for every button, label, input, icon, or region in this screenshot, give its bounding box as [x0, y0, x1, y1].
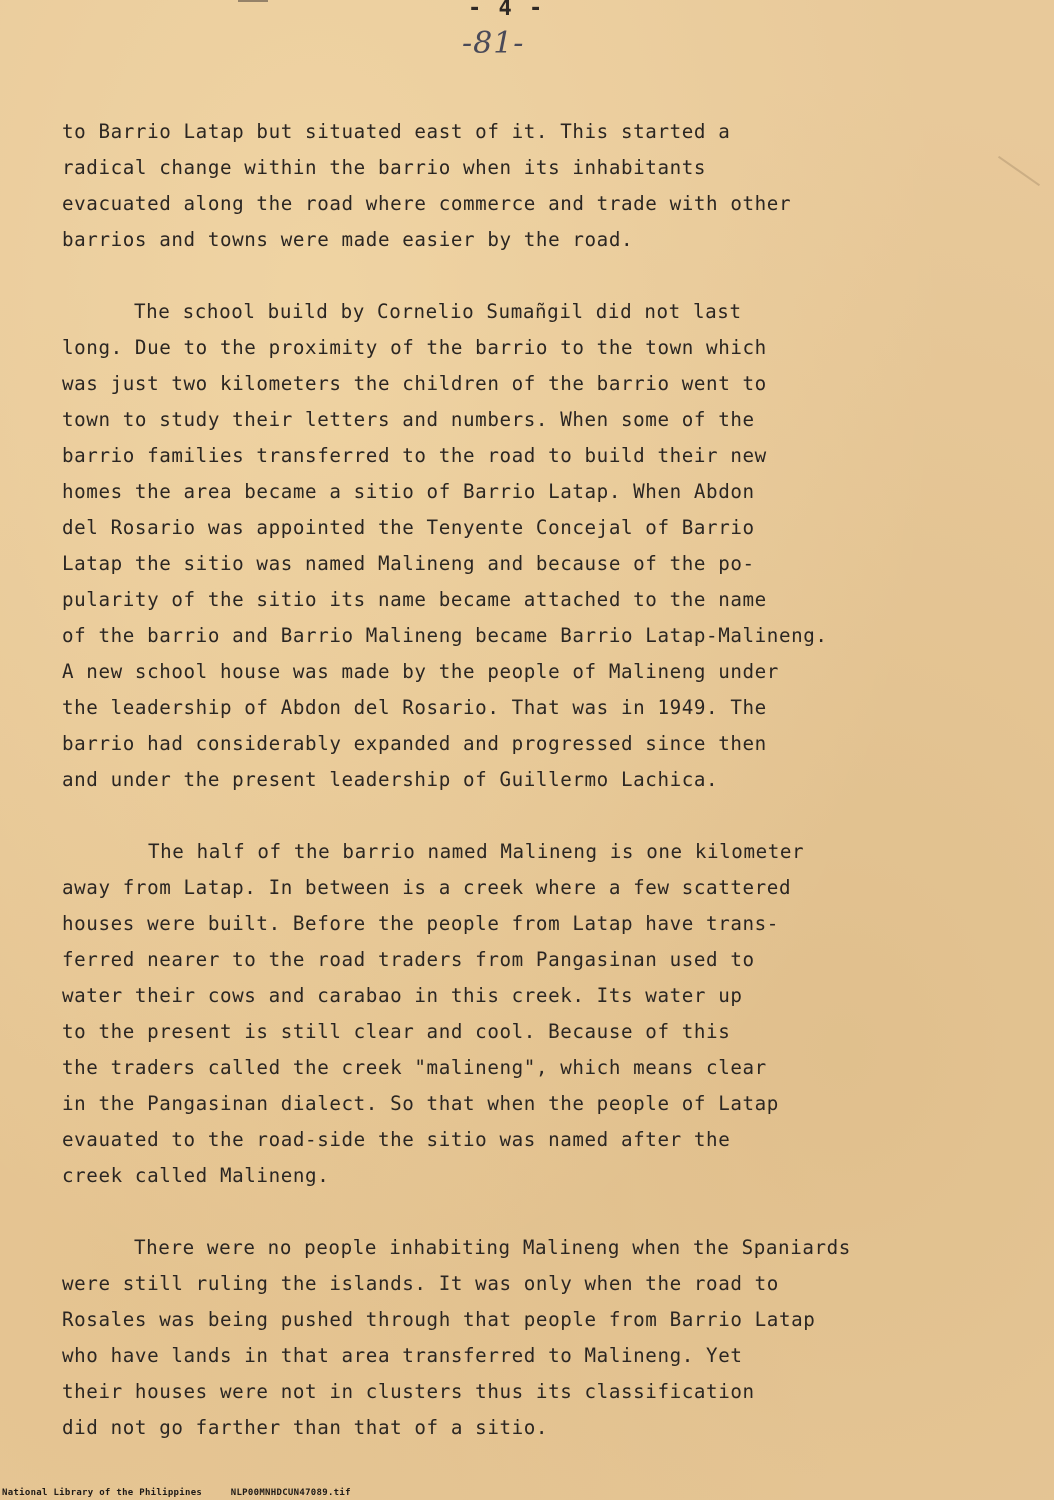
top-edge-mark: [238, 0, 268, 2]
text-line: Latap the sitio was named Malineng and because of the po-: [62, 552, 755, 575]
text-line: was just two kilometers the children of the barrio went to: [62, 372, 767, 395]
text-line: del Rosario was appointed the Tenyente Concejal of Barrio: [62, 516, 755, 539]
text-line: of the barrio and Barrio Malineng became Barrio Latap-Malineng.: [62, 624, 828, 647]
text-line: their houses were not in clusters thus its classification: [62, 1380, 755, 1403]
text-line: in the Pangasinan dialect. So that when the people of Latap: [62, 1092, 779, 1115]
text-line: the traders called the creek "malineng", which means clear: [62, 1056, 767, 1079]
text-line: were still ruling the islands. It was only when the road to: [62, 1272, 779, 1295]
text-line: to Barrio Latap but situated east of it. This started a: [62, 120, 731, 143]
text-line: The school build by Cornelio Sumañgil did not last: [134, 300, 742, 323]
paragraph-3: [62, 834, 1022, 1194]
text-line: homes the area became a sitio of Barrio Latap. When Abdon: [62, 480, 755, 503]
text-line: creek called Malineng.: [62, 1164, 330, 1187]
text-line: radical change within the barrio when its inhabitants: [62, 156, 707, 179]
text-line: long. Due to the proximity of the barrio to the town which: [62, 336, 767, 359]
text-line: and under the present leadership of Guillermo Lachica.: [62, 768, 719, 791]
paragraph-2: [62, 294, 1022, 798]
archive-footer-label: National Library of the Philippines NLP00MNHDCUN47089.tif: [2, 1488, 351, 1498]
handwritten-page-number: -81-: [462, 26, 525, 61]
text-line: away from Latap. In between is a creek where a few scattered: [62, 876, 792, 899]
text-line: the leadership of Abdon del Rosario. That was in 1949. The: [62, 696, 767, 719]
paragraph-4: [62, 1230, 1022, 1446]
text-line: did not go farther than that of a sitio.: [62, 1416, 549, 1439]
paragraph-1: [62, 114, 1022, 258]
text-line: barrio families transferred to the road to build their new: [62, 444, 767, 467]
text-line: Rosales was being pushed through that people from Barrio Latap: [62, 1308, 816, 1331]
text-line: to the present is still clear and cool. Because of this: [62, 1020, 731, 1043]
text-line: evacuated along the road where commerce and trade with other: [62, 192, 792, 215]
text-line: There were no people inhabiting Malineng when the Spaniards: [134, 1236, 851, 1259]
text-line: pularity of the sitio its name became attached to the name: [62, 588, 767, 611]
text-line: ferred nearer to the road traders from Pangasinan used to: [62, 948, 755, 971]
text-line: houses were built. Before the people from Latap have trans-: [62, 912, 779, 935]
typed-page-number: - 4 -: [468, 0, 545, 21]
text-line: A new school house was made by the people of Malineng under: [62, 660, 779, 683]
text-line: The half of the barrio named Malineng is one kilometer: [148, 840, 805, 863]
text-line: barrio had considerably expanded and progressed since then: [62, 732, 767, 755]
text-line: evauated to the road-side the sitio was named after the: [62, 1128, 731, 1151]
text-line: barrios and towns were made easier by the road.: [62, 228, 634, 251]
text-line: town to study their letters and numbers. When some of the: [62, 408, 755, 431]
text-line: who have lands in that area transferred to Malineng. Yet: [62, 1344, 743, 1367]
text-line: water their cows and carabao in this creek. Its water up: [62, 984, 743, 1007]
document-body: [62, 114, 1022, 1482]
